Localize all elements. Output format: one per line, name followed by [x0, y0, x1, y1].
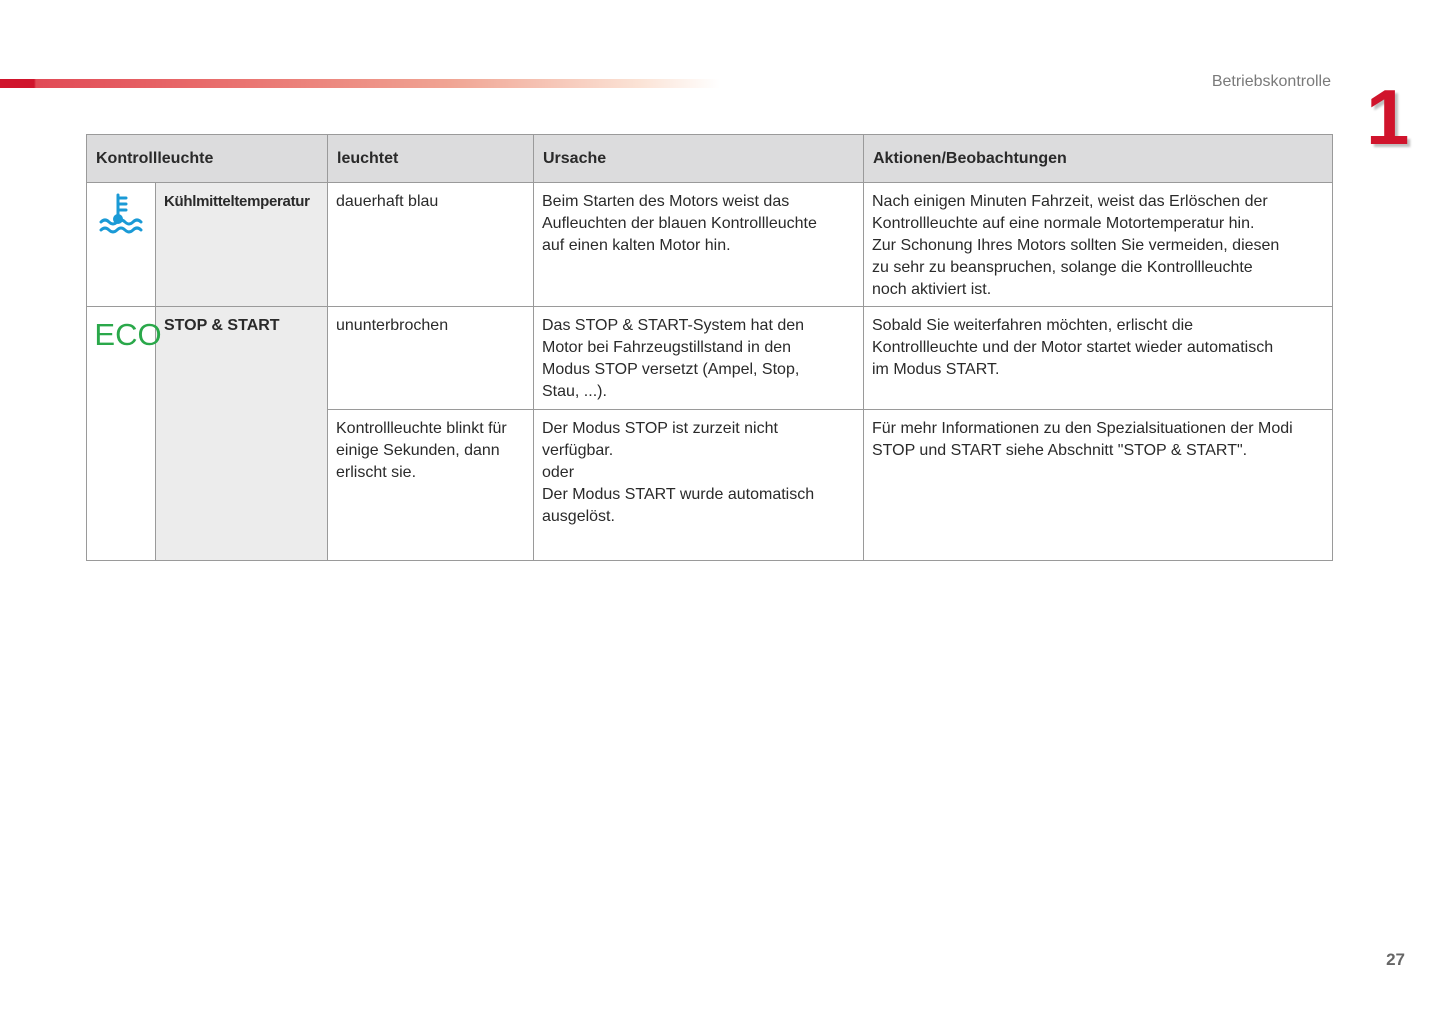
- cause-line: Beim Starten des Motors weist das: [542, 193, 790, 210]
- state-cell: [328, 307, 534, 410]
- state-cell: [328, 183, 534, 307]
- light-name-cell: [156, 307, 328, 561]
- light-name-cell: [156, 183, 328, 307]
- action-line: im Modus START.: [872, 361, 1000, 378]
- column-header-leuchtet: leuchtet: [328, 135, 534, 183]
- cause-line: Stau, ...).: [542, 383, 607, 400]
- action-line: Sobald Sie weiterfahren möchten, erlischt die: [872, 317, 1194, 334]
- cause-line: oder: [542, 464, 575, 481]
- eco-icon: [95, 317, 161, 351]
- coolant-temperature-icon: [95, 191, 143, 237]
- table-row: [87, 183, 1333, 307]
- action-line: STOP und START siehe Abschnitt "STOP & START".: [872, 442, 1248, 459]
- table-row: [87, 307, 1333, 410]
- state-cell: [328, 410, 534, 561]
- cause-line: auf einen kalten Motor hin.: [542, 237, 731, 254]
- action-line: Nach einigen Minuten Fahrzeit, weist das Erlöschen der: [872, 193, 1268, 210]
- section-title: Betriebskontrolle: [1211, 73, 1331, 90]
- page-number: 27: [1386, 950, 1405, 969]
- action-line: noch aktiviert ist.: [872, 281, 992, 298]
- warning-lights-table: [86, 134, 1333, 561]
- table-header-row: [87, 135, 1333, 183]
- column-header-kontrollleuchte: Kontrollleuchte: [87, 135, 328, 183]
- light-name: Kühlmitteltemperatur: [164, 193, 310, 210]
- state-line: erlischt sie.: [336, 464, 417, 481]
- action-line: Kontrollleuchte und der Motor startet wieder automatisch: [872, 339, 1274, 356]
- header-accent-bar: [0, 79, 720, 88]
- state-line: Kontrollleuchte blinkt für: [336, 420, 507, 437]
- action-line: zu sehr zu beanspruchen, solange die Kontrollleuchte: [872, 259, 1253, 276]
- cause-line: Das STOP & START-System hat den: [542, 317, 805, 334]
- cause-cell: [534, 183, 864, 307]
- column-header-ursache: Ursache: [534, 135, 864, 183]
- state-text: ununterbrochen: [336, 317, 449, 334]
- cause-cell: [534, 307, 864, 410]
- icon-cell: [87, 183, 156, 307]
- action-line: Kontrollleuchte auf eine normale Motortemperatur hin.: [872, 215, 1255, 232]
- cause-line: Der Modus STOP ist zurzeit nicht: [542, 420, 778, 437]
- action-cell: [864, 307, 1333, 410]
- action-line: Für mehr Informationen zu den Spezialsituationen der Modi: [872, 420, 1293, 437]
- cause-line: Motor bei Fahrzeugstillstand in den: [542, 339, 792, 356]
- cause-line: Der Modus START wurde automatisch: [542, 486, 815, 503]
- action-cell: [864, 183, 1333, 307]
- light-name: STOP & START: [164, 317, 280, 334]
- cause-line: Modus STOP versetzt (Ampel, Stop,: [542, 361, 800, 378]
- cause-cell: [534, 410, 864, 561]
- cause-line: Aufleuchten der blauen Kontrollleuchte: [542, 215, 817, 232]
- action-line: Zur Schonung Ihres Motors sollten Sie vermeiden, diesen: [872, 237, 1280, 254]
- state-text: dauerhaft blau: [336, 193, 439, 210]
- state-line: einige Sekunden, dann: [336, 442, 500, 459]
- eco-icon-label: ECO: [95, 317, 161, 351]
- action-cell: [864, 410, 1333, 561]
- cause-line: verfügbar.: [542, 442, 614, 459]
- chapter-number: 1: [1366, 73, 1410, 161]
- icon-cell: [87, 307, 161, 561]
- cause-line: ausgelöst.: [542, 508, 615, 525]
- column-header-aktionen: Aktionen/Beobachtungen: [864, 135, 1333, 183]
